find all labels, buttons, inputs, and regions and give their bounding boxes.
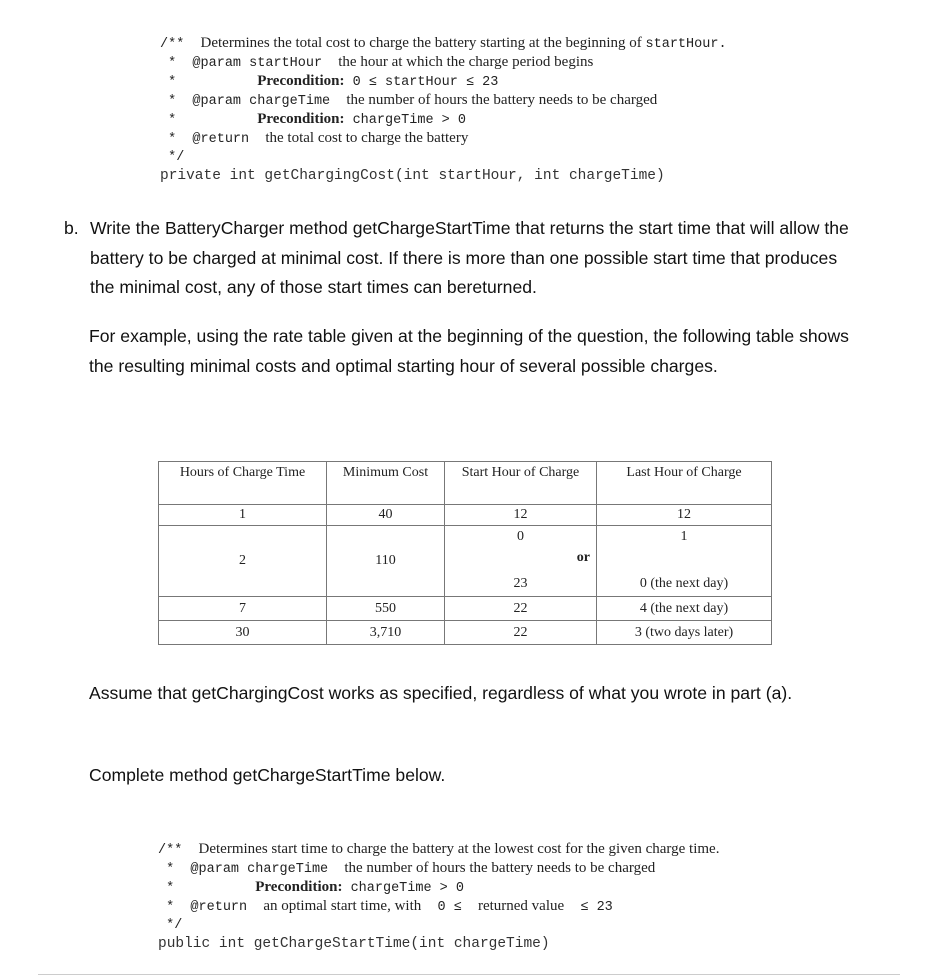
cell-cost: 40: [327, 505, 445, 526]
get-charging-cost-doc: [160, 34, 727, 186]
doc-return-desc-a: an optimal start time, with: [263, 898, 422, 914]
header-last-hour: Last Hour of Charge: [597, 462, 772, 505]
doc-summary: Determines the total cost to charge the battery starting at the beginning of: [200, 35, 646, 51]
doc-param-name: chargeTime: [247, 862, 329, 877]
cell-hours: 30: [159, 621, 327, 645]
table-row: [159, 505, 772, 526]
doc-precondition-label: Precondition:: [255, 879, 343, 895]
get-charge-start-time-signature: public int getChargeStartTime(int chargeTime): [158, 936, 550, 952]
header-start-hour: Start Hour of Charge: [445, 462, 597, 505]
table-row: [159, 597, 772, 621]
doc-param-precondition: chargeTime > 0: [350, 881, 464, 896]
doc-param2-precondition: chargeTime > 0: [352, 113, 466, 128]
doc-precondition-label: Precondition:: [257, 73, 345, 89]
cell-hours: 1: [159, 505, 327, 526]
doc-summary-line: [160, 34, 727, 53]
cell-start: 12: [445, 505, 597, 526]
part-b-label: b.: [64, 218, 79, 238]
header-hours-of-charge: Hours of Charge Time: [159, 462, 327, 505]
doc-summary-line: [158, 840, 719, 859]
last-option-a: 1: [680, 529, 688, 544]
doc-param1-name: startHour: [249, 56, 323, 71]
bottom-divider: [38, 974, 900, 975]
assume-paragraph: Assume that getChargingCost works as specified, regardless of what you wrote in part (a).: [89, 683, 793, 703]
doc-close-line: [160, 148, 727, 167]
doc-return-code-b: ≤ 23: [580, 900, 613, 915]
doc-param1-desc: the hour at which the charge period begins: [338, 54, 594, 70]
cell-last: 3 (two days later): [597, 621, 772, 645]
doc-param2-name: chargeTime: [249, 94, 331, 109]
doc-param-tag: @param: [192, 56, 242, 71]
doc-open: /**: [160, 37, 185, 52]
table-header-row: [159, 462, 772, 505]
doc-param1-pre-line: [160, 72, 727, 91]
get-charge-start-time-doc: [158, 840, 719, 954]
doc-star: *: [166, 881, 175, 896]
doc-precondition-label: Precondition:: [257, 111, 345, 127]
doc-param2-line: [160, 91, 727, 110]
table-row: [159, 526, 772, 597]
part-b-text: Write the BatteryCharger method getChargeStartTime that returns the start time that will allow the battery to be charged at minimal cost. If there is more than one possible start time that produces the minimal cost, any of those start times can bereturned.: [90, 218, 849, 297]
doc-return-tag: @return: [192, 132, 250, 147]
cell-hours: 7: [159, 597, 327, 621]
doc-return-tag: @return: [190, 900, 248, 915]
doc-param2-pre-line: [160, 110, 727, 129]
doc-return-line: [160, 129, 727, 148]
or-label: or: [576, 550, 590, 565]
doc-open: /**: [158, 843, 183, 858]
cell-start-options: [445, 526, 597, 597]
doc-summary-code: startHour.: [645, 37, 727, 52]
doc-star: *: [166, 900, 175, 915]
start-option-a: 0: [517, 529, 524, 544]
doc-star: *: [168, 56, 177, 71]
doc-close: */: [168, 150, 185, 165]
doc-return-desc: the total cost to charge the battery: [265, 130, 469, 146]
doc-summary: Determines start time to charge the battery at the lowest cost for the given charge time.: [198, 841, 720, 857]
doc-param-line: [158, 859, 719, 878]
part-b-prompt: [64, 214, 864, 297]
table-row: [159, 621, 772, 645]
cell-last: 12: [597, 505, 772, 526]
doc-close-line: [158, 916, 719, 935]
cell-start: 22: [445, 621, 597, 645]
cell-start: 22: [445, 597, 597, 621]
last-option-b: 0 (the next day): [639, 576, 729, 591]
doc-param1-line: [160, 53, 727, 72]
doc-param-pre-line: [158, 878, 719, 897]
doc-return-desc-b: returned value: [477, 898, 565, 914]
doc-star: *: [168, 75, 177, 90]
cell-hours: 2: [159, 526, 327, 597]
cell-last-options: [597, 526, 772, 597]
doc-param-tag: @param: [192, 94, 242, 109]
doc-param1-precondition: 0 ≤ startHour ≤ 23: [352, 75, 499, 90]
complete-instruction: Complete method getChargeStartTime below.: [89, 765, 446, 785]
doc-star: *: [168, 113, 177, 128]
cell-last: 4 (the next day): [597, 597, 772, 621]
doc-param-tag: @param: [190, 862, 240, 877]
doc-star: *: [168, 132, 177, 147]
doc-star: *: [166, 862, 175, 877]
example-paragraph: For example, using the rate table given at the beginning of the question, the following table shows the resulting minimal costs and optimal starting hour of several possible charges.: [89, 326, 849, 376]
doc-param-desc: the number of hours the battery needs to be charged: [344, 860, 656, 876]
cell-cost: 110: [327, 526, 445, 597]
start-option-b: 23: [513, 576, 528, 591]
doc-close: */: [166, 918, 183, 933]
cell-cost: 3,710: [327, 621, 445, 645]
cell-cost: 550: [327, 597, 445, 621]
get-charging-cost-signature: private int getChargingCost(int startHour, int chargeTime): [160, 168, 665, 184]
minimal-cost-table: [158, 461, 772, 645]
doc-return-line: [158, 897, 719, 916]
header-minimum-cost: Minimum Cost: [327, 462, 445, 505]
doc-star: *: [168, 94, 177, 109]
doc-param2-desc: the number of hours the battery needs to be charged: [346, 92, 658, 108]
doc-return-code-a: 0 ≤: [437, 900, 462, 915]
